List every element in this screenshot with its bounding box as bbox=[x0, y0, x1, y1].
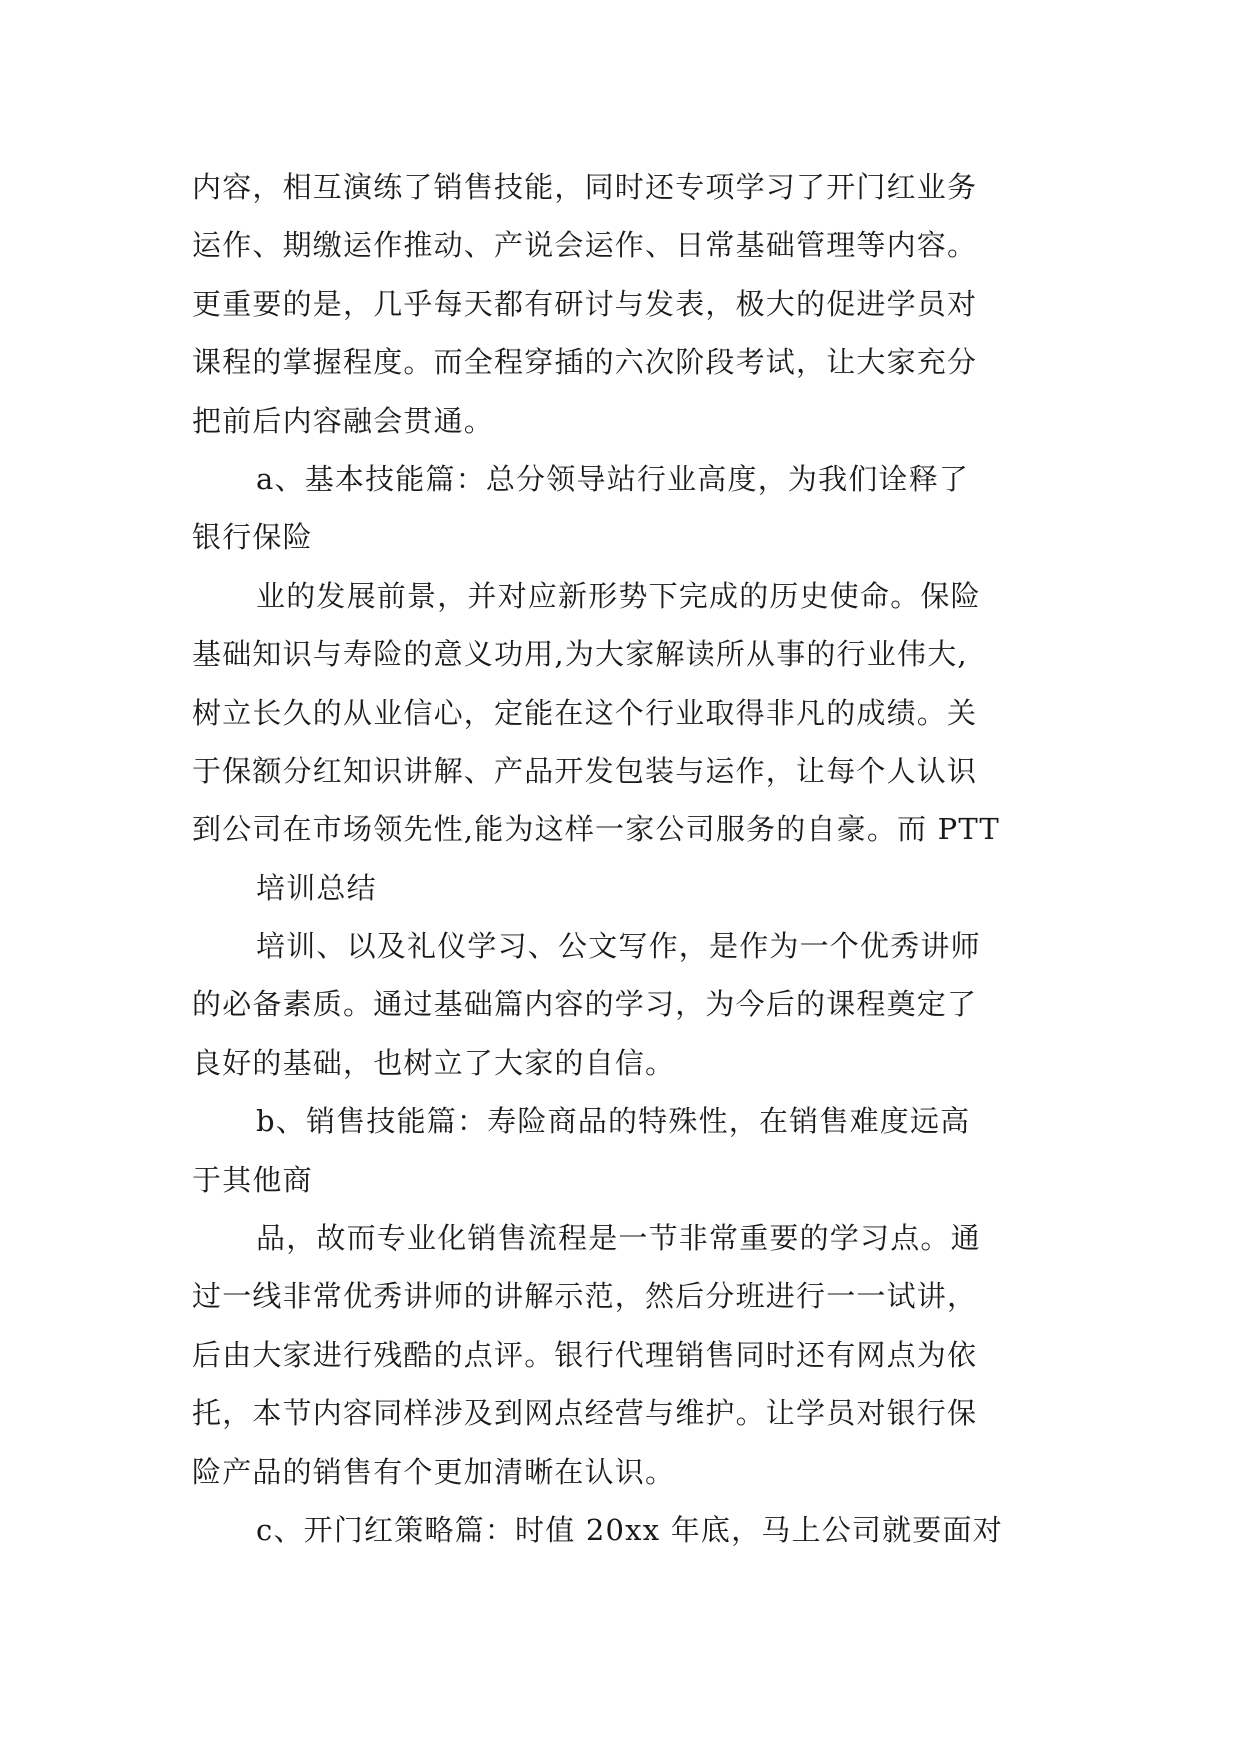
text-line: 基础知识与寿险的意义功用,为大家解读所从事的行业伟大, bbox=[192, 637, 968, 672]
text-line: 银行保险 bbox=[192, 520, 313, 555]
text-line: 到公司在市场领先性,能为这样一家公司服务的自豪。而 PTT bbox=[192, 812, 1000, 847]
text-line: 品，故而专业化销售流程是一节非常重要的学习点。通 bbox=[256, 1221, 981, 1256]
text-line: 于其他商 bbox=[192, 1162, 313, 1197]
text-line: 业的发展前景，并对应新形势下完成的历史使命。保险 bbox=[256, 578, 981, 613]
text-line: 险产品的销售有个更加清晰在认识。 bbox=[192, 1454, 676, 1489]
text-line: 树立长久的从业信心，定能在这个行业取得非凡的成绩。关 bbox=[192, 695, 978, 730]
text-line: 后由大家进行残酷的点评。银行代理销售同时还有网点为依 bbox=[192, 1337, 978, 1372]
text-line: c、开门红策略篇：时值 20xx 年底，马上公司就要面对 bbox=[256, 1512, 1003, 1547]
text-line: 更重要的是，几乎每天都有研讨与发表，极大的促进学员对 bbox=[192, 286, 978, 321]
text-line: 的必备素质。通过基础篇内容的学习，为今后的课程奠定了 bbox=[192, 987, 978, 1022]
text-line: 良好的基础，也树立了大家的自信。 bbox=[192, 1045, 676, 1080]
text-line: 于保额分红知识讲解、产品开发包装与运作，让每个人认识 bbox=[192, 753, 978, 788]
text-line: 内容，相互演练了销售技能，同时还专项学习了开门红业务 bbox=[192, 170, 978, 204]
text-line: 课程的掌握程度。而全程穿插的六次阶段考试，让大家充分 bbox=[192, 345, 978, 380]
text-line: 培训、以及礼仪学习、公文写作，是作为一个优秀讲师 bbox=[256, 929, 981, 964]
text-line: a、基本技能篇：总分领导站行业高度，为我们诠释了 bbox=[256, 461, 970, 496]
text-line: 运作、期缴运作推动、产说会运作、日常基础管理等内容。 bbox=[192, 228, 978, 263]
text-line: 过一线非常优秀讲师的讲解示范，然后分班进行一一试讲， bbox=[192, 1279, 978, 1314]
text-line: b、销售技能篇：寿险商品的特殊性，在销售难度远高 bbox=[256, 1104, 971, 1139]
text-line: 托，本节内容同样涉及到网点经营与维护。让学员对银行保 bbox=[192, 1396, 978, 1431]
document-page bbox=[192, 158, 1052, 1559]
text-line: 把前后内容融会贯通。 bbox=[192, 403, 495, 438]
text-line: 培训总结 bbox=[256, 870, 377, 905]
